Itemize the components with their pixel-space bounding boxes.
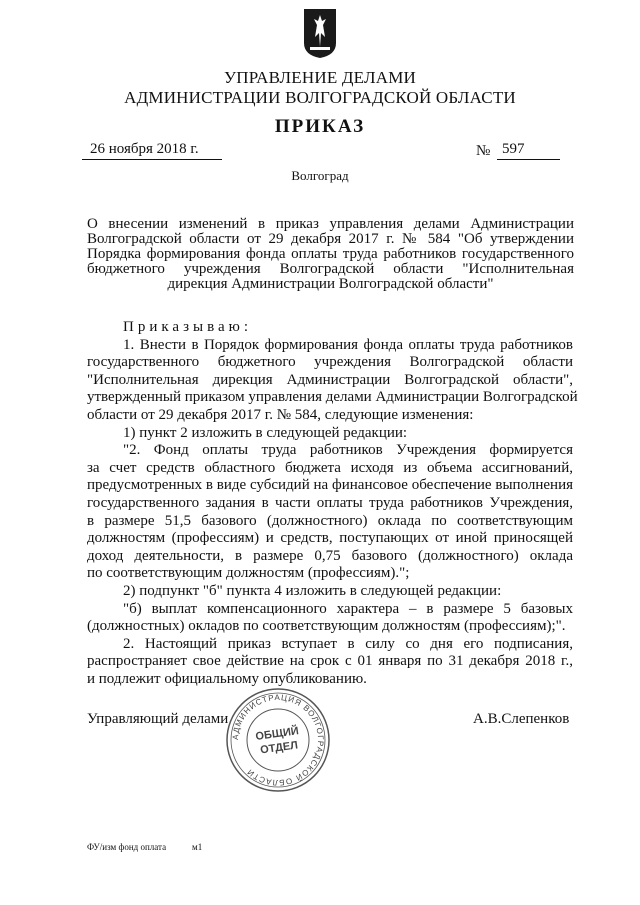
subject-line: Порядка формирования фонда оплаты труда работников государственного [87,246,574,262]
body-line: "2. Фонд оплаты труда работников Учреждения формируется [123,442,573,459]
order-lead: Приказываю: [123,319,252,335]
footer-file-name: ФУ/изм фонд оплата [87,842,167,852]
subject-line: О внесении изменений в приказ управления делами Администрации [87,216,574,232]
body-line: "б) выплат компенсационного характера – в размере 5 базовых [123,600,573,617]
subject-line: дирекция Администрации Волгоградской области" [167,276,494,292]
body-line: по соответствующим должностям (профессиям)."; [87,565,410,582]
body-line: государственного задания в части оплаты труда работников Учреждения, [87,494,573,511]
body-line: доход деятельности, в размере 0,75 базового (должностного) оклада [87,547,573,564]
body-line: утвержденный приказом управления делами Администрации Волгоградской [87,389,578,406]
stamp-ring-text: АДМИНИСТРАЦИЯ ВОЛГОГРАДСКОЙ ОБЛАСТИ [230,692,326,788]
number-underline [497,159,560,160]
order-body [87,319,578,688]
body-line: 1. Внести в Порядок формирования фонда оплаты труда работников [123,336,573,353]
document-date: 26 ноября 2018 г. [90,141,199,157]
body-line: области от 29 декабря 2017 г. № 584, следующие изменения: [87,406,474,423]
number-sign: № [476,143,491,159]
body-line: в размере 51,5 базового (должностного) оклада по соответствующим [87,512,573,529]
stamp-center-line2: ОТДЕЛ [259,739,299,757]
body-line: (должностных) окладов по соответствующим должностям (профессиям);". [87,618,566,635]
footer-mark: м1 [192,842,203,852]
stamp-center-line1: ОБЩИЙ [254,725,300,744]
official-stamp-seal [224,686,332,794]
body-line: распространяет свое действие на срок с 01 января по 31 декабря 2018 г., [87,653,573,670]
coat-of-arms-emblem [302,7,338,59]
body-line: за счет средств областного бюджета исходя из объема ассигнований, [87,459,573,476]
body-line: предусмотренных в виде субсидий на финансовое обеспечение выполнения [87,477,573,494]
body-line: должностям (профессиям) и средств, поступающих от иной приносящей [87,530,573,547]
document-number: 597 [502,141,525,157]
body-line: 2) подпункт "б" пункта 4 изложить в следующей редакции: [123,582,502,599]
subject-line: Волгоградской области от 29 декабря 2017 г. № 584 "Об утверждении [87,231,574,247]
org-name-line2: АДМИНИСТРАЦИИ ВОЛГОГРАДСКОЙ ОБЛАСТИ [124,88,516,107]
body-line: и подлежит официальному опубликованию. [87,670,367,687]
signatory-position: Управляющий делами [87,711,229,727]
subject-line: бюджетного учреждения Волгоградской области "Исполнительная [87,261,574,277]
body-line: "Исполнительная дирекция Администрации Волгоградской области", [87,371,573,388]
body-line: государственного бюджетного учреждения Волгоградской области [87,354,573,371]
subject-block [87,217,574,292]
document-city: Волгоград [291,168,349,183]
document-title: ПРИКАЗ [274,116,366,137]
body-line: 2. Настоящий приказ вступает в силу со дня его подписания, [123,635,573,652]
org-name-line1: УПРАВЛЕНИЕ ДЕЛАМИ [223,68,417,87]
signatory-name: А.В.Слепенков [473,711,570,727]
date-underline [82,159,222,160]
body-line: 1) пункт 2 изложить в следующей редакции: [123,424,408,441]
